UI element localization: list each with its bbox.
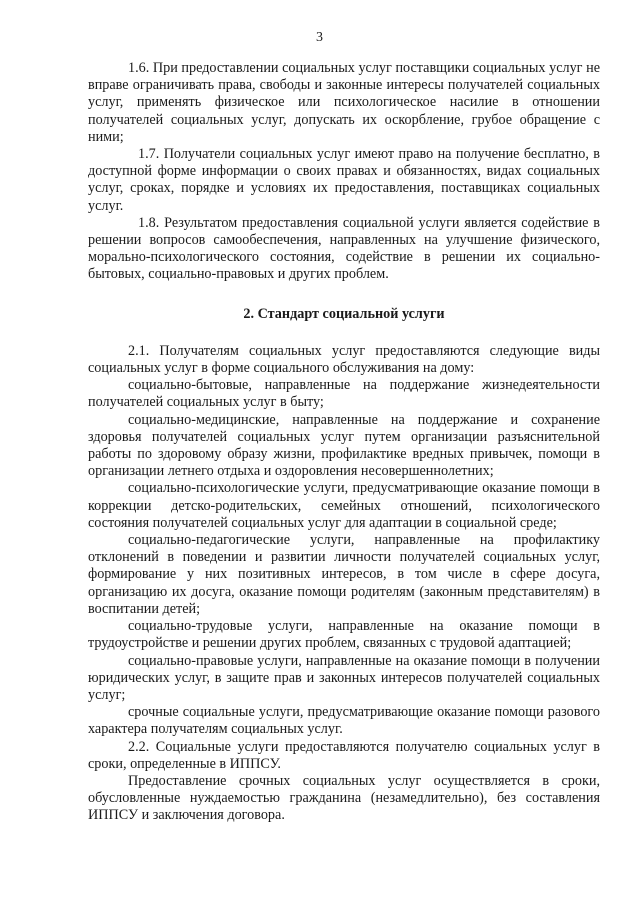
list-item-social-legal: социально-правовые услуги, направленные на оказание помощи в получении юридических услуг, в защите прав и законных интересов получателей социальных услуг; — [88, 652, 600, 703]
document-body — [88, 60, 600, 825]
paragraph-1-6: 1.6. При предоставлении социальных услуг поставщики социальных услуг не вправе ограничивать права, свободы и законные интересы получателей социальных услуг, применять физическое или психологическое насилие в отношении получателей социальных услуг, допускать их оскорбление, грубое обращение с ними; — [88, 60, 600, 145]
paragraph-2-1: 2.1. Получателям социальных услуг предоставляются следующие виды социальных услуг в форме социального обслуживания на дому: — [88, 342, 600, 377]
list-item-social-pedagogical: социально-педагогические услуги, направленные на профилактику отклонений в поведении и развитии личности получателей социальных услуг, формирование у них позитивных интересов, в том числе в сфере досуга, организацию их досуга, оказание помощи родителям (законным представителям) в воспитании детей; — [88, 532, 600, 617]
list-item-social-medical: социально-медицинские, направленные на поддержание и сохранение здоровья получателей социальных услуг путем организации разъяснительной работы по здоровому образу жизни, профилактике вредных привычек, помощи в организации летнего отдыха и оздоровления несовершеннолетних; — [88, 411, 600, 480]
paragraph-urgent-terms: Предоставление срочных социальных услуг осуществляется в сроки, обусловленные нуждаемостью гражданина (незамедлительно), без составления ИППСУ и заключения договора. — [88, 772, 600, 824]
list-item-social-psychological: социально-психологические услуги, предусматривающие оказание помощи в коррекции детско-родительских, семейных отношений, психологического состояния получателей социальных услуг для адаптации в социальной среде; — [88, 480, 600, 531]
list-item-urgent: срочные социальные услуги, предусматривающие оказание помощи разового характера получателям социальных услуг. — [88, 704, 600, 738]
page-number: 3 — [316, 30, 323, 45]
section-heading: 2. Стандарт социальной услуги — [243, 305, 445, 322]
paragraph-2-2: 2.2. Социальные услуги предоставляются получателю социальных услуг в сроки, определенные в ИППСУ. — [88, 738, 600, 772]
paragraph-1-7: 1.7. Получатели социальных услуг имеют право на получение бесплатно, в доступной форме информации о своих правах и обязанностях, видах социальных услуг, сроках, порядке и условиях их предоставления, поставщиках социальных услуг. — [88, 146, 600, 214]
paragraph-1-8: 1.8. Результатом предоставления социальной услуги является содействие в решении вопросов самообеспечения, направленных на улучшение физического, морально-психологического состояния, содействие в решении их социально-бытовых, социально-правовых и других проблем. — [88, 214, 600, 283]
list-item-social-household: социально-бытовые, направленные на поддержание жизнедеятельности получателей социальных услуг в быту; — [88, 377, 600, 411]
list-item-social-labor: социально-трудовые услуги, направленные на оказание помощи в трудоустройстве и решении других проблем, связанных с трудовой адаптацией; — [88, 618, 600, 652]
